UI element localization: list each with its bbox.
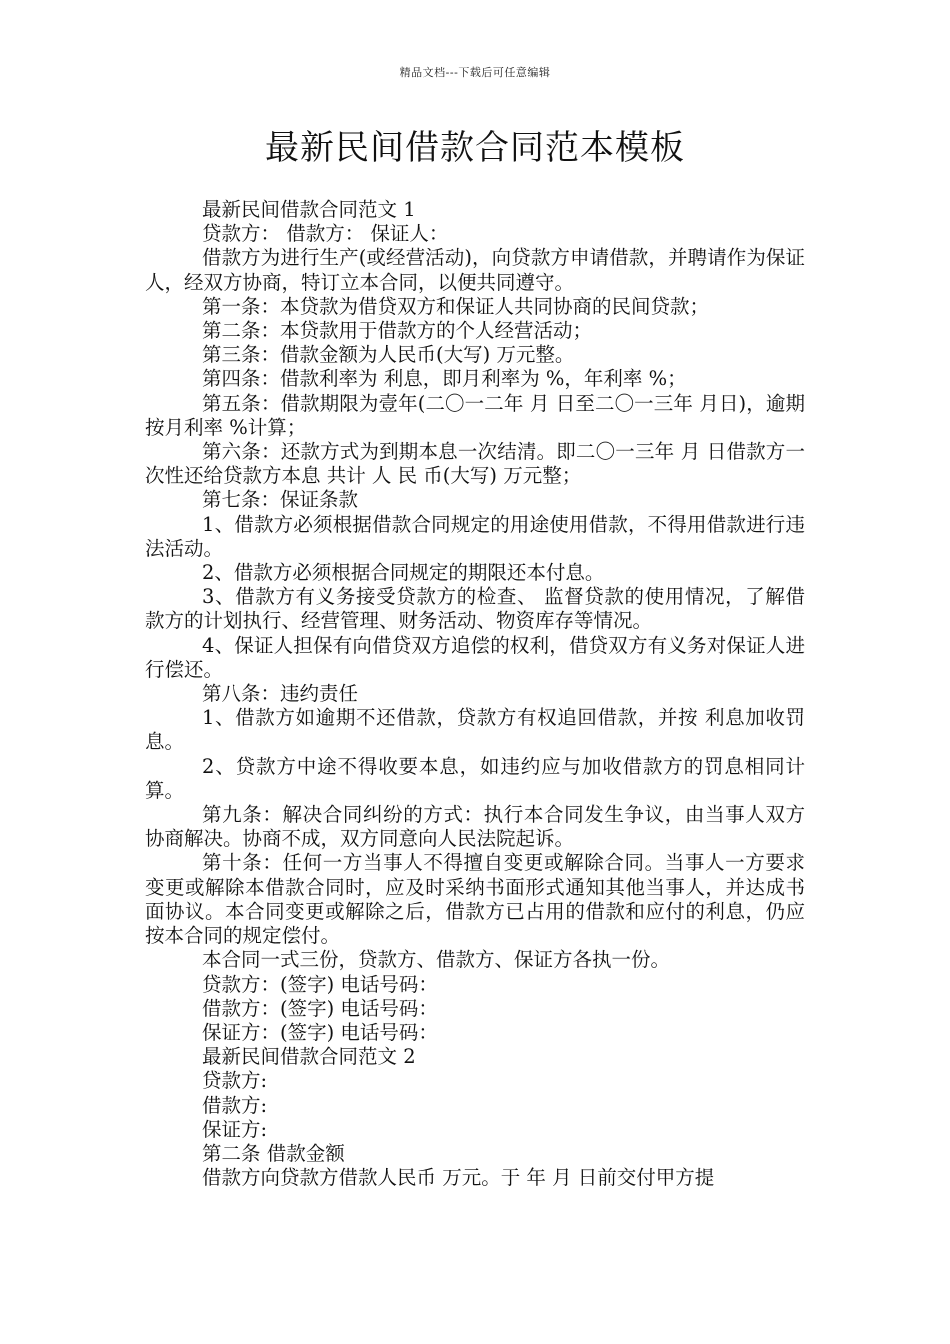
paragraph: 贷款方: — [202, 1069, 268, 1093]
paragraph: 第八条：违约责任 — [202, 682, 359, 706]
page-header: 精品文档---下载后可任意编辑 — [399, 66, 551, 79]
paragraph: 第九条：解决合同纠纷的方式：执行本合同发生争议，由当事人双方协商解决。协商不成，双方同意向人民法院起诉。 — [145, 803, 805, 851]
paragraph: 借款方: — [202, 1093, 268, 1117]
paragraph: 最新民间借款合同范文 2 — [202, 1045, 416, 1069]
paragraph: 保证方: — [202, 1117, 268, 1141]
paragraph: 1、借款方如逾期不还借款，贷款方有权追回借款，并按 利息加收罚息。 — [145, 706, 805, 754]
paragraph: 本合同一式三份，贷款方、借款方、保证方各执一份。 — [202, 948, 671, 972]
paragraph: 第一条：本贷款为借贷双方和保证人共同协商的民间贷款； — [202, 294, 710, 318]
paragraph: 第四条：借款利率为 利息，即月利率为 %，年利率 %； — [202, 367, 687, 391]
paragraph: 3、借款方有义务接受贷款方的检查、 监督贷款的使用情况，了解借款方的计划执行、经营管理、财务活动、物资库存等情况。 — [145, 585, 805, 633]
paragraph: 第二条：本贷款用于借款方的个人经营活动； — [202, 319, 593, 343]
document-body — [145, 198, 805, 1190]
paragraph: 第七条：保证条款 — [202, 488, 359, 512]
paragraph: 借款方为进行生产(或经营活动)，向贷款方申请借款，并聘请作为保证人，经双方协商，特订立本合同，以便共同遵守。 — [145, 246, 805, 294]
paragraph: 保证方：(签字) 电话号码： — [202, 1020, 438, 1044]
paragraph: 第十条：任何一方当事人不得擅自变更或解除合同。当事人一方要求变更或解除本借款合同时，应及时采纳书面形式通知其他当事人，并达成书面协议。本合同变更或解除之后，借款方已占用的借款和应付的利息，仍应按本合同的规定偿付。 — [145, 851, 805, 948]
paragraph: 第五条：借款期限为壹年(二〇一二年 月 日至二〇一三年 月日)，逾期按月利率 %计算； — [145, 391, 805, 439]
paragraph: 借款方：(签字) 电话号码： — [202, 996, 438, 1020]
paragraph: 4、保证人担保有向借贷双方追偿的权利，借贷双方有义务对保证人进行偿还。 — [145, 633, 805, 681]
paragraph: 2、贷款方中途不得收要本息，如违约应与加收借款方的罚息相同计算。 — [145, 754, 805, 802]
paragraph: 第六条：还款方式为到期本息一次结清。即二〇一三年 月 日借款方一次性还给贷款方本息 共计 人 民 币(大写) 万元整； — [145, 440, 805, 488]
paragraph: 最新民间借款合同范文 1 — [202, 198, 416, 221]
paragraph: 贷款方：(签字) 电话号码： — [202, 972, 438, 996]
paragraph: 第三条：借款金额为人民币(大写) 万元整。 — [202, 343, 575, 367]
document-title: 最新民间借款合同范本模板 — [265, 128, 685, 168]
paragraph: 1、借款方必须根据借款合同规定的用途使用借款，不得用借款进行违法活动。 — [145, 512, 805, 560]
paragraph: 借款方向贷款方借款人民币 万元。于 年 月 日前交付甲方提 — [202, 1166, 715, 1190]
paragraph: 贷款方： 借款方： 保证人： — [202, 222, 449, 246]
paragraph: 2、借款方必须根据合同规定的期限还本付息。 — [202, 561, 605, 585]
paragraph: 第二条 借款金额 — [202, 1141, 345, 1165]
